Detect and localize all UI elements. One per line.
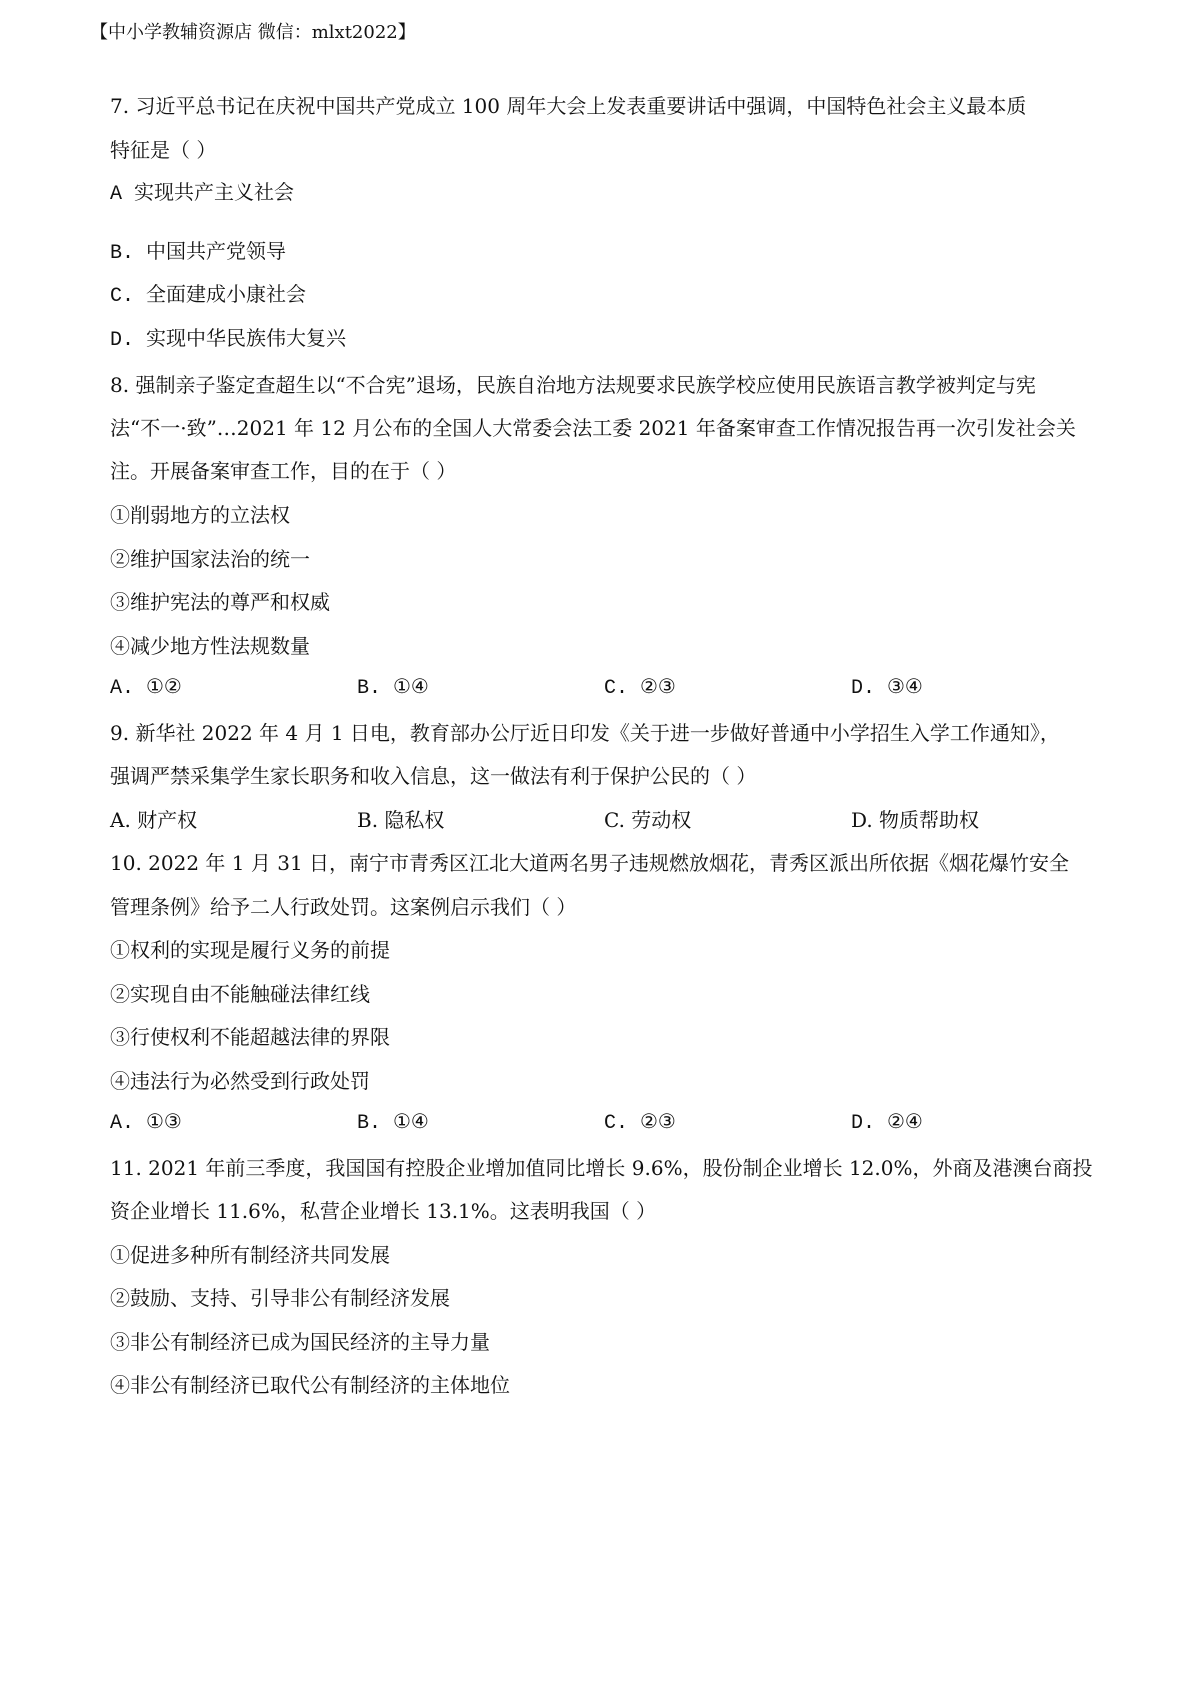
page-header: 【中小学教辅资源店 微信：mlxt2022】 — [90, 22, 416, 43]
q10-item-3: ③行使权利不能超越法律的界限 — [110, 1025, 390, 1049]
q8-choice-d: D. ③④ — [851, 677, 923, 700]
q10-choice-c: C. ②③ — [604, 1112, 676, 1135]
q8-choice-c: C. ②③ — [604, 677, 676, 700]
q11-item-4: ④非公有制经济已取代公有制经济的主体地位 — [110, 1373, 510, 1397]
q8-item-3: ③维护宪法的尊严和权威 — [110, 590, 330, 614]
q7-option-a: A 实现共产主义社会 — [110, 183, 295, 206]
q8-item-4: ④减少地方性法规数量 — [110, 634, 310, 658]
q8-stem-line2: 法“不一·致”…2021 年 12 月公布的全国人大常委会法工委 2021 年备案审查工作情况报告再一次引发社会关 — [110, 416, 1076, 440]
q11-item-2: ②鼓励、支持、引导非公有制经济发展 — [110, 1286, 450, 1310]
q11-stem-line1: 11. 2021 年前三季度，我国国有控股企业增加值同比增长 9.6%，股份制企业增长 12.0%，外商及港澳台商投 — [110, 1156, 1093, 1180]
q10-item-2: ②实现自由不能触碰法律红线 — [110, 982, 370, 1006]
q8-choice-a: A. ①② — [110, 677, 182, 700]
q11-item-3: ③非公有制经济已成为国民经济的主导力量 — [110, 1330, 490, 1354]
q9-choice-c: C. 劳动权 — [604, 808, 692, 832]
q8-choice-b: B. ①④ — [357, 677, 429, 700]
q8-item-1: ①削弱地方的立法权 — [110, 503, 290, 527]
q10-item-4: ④违法行为必然受到行政处罚 — [110, 1069, 370, 1093]
q11-item-1: ①促进多种所有制经济共同发展 — [110, 1243, 390, 1267]
q9-stem-line1: 9. 新华社 2022 年 4 月 1 日电，教育部办公厅近日印发《关于进一步做好普通中小学招生入学工作通知》， — [110, 721, 1060, 745]
q11-stem-line2: 资企业增长 11.6%，私营企业增长 13.1%。这表明我国（ ） — [110, 1199, 657, 1223]
q7-option-d: D. 实现中华民族伟大复兴 — [110, 329, 347, 352]
q8-stem-line3: 注。开展备案审查工作，目的在于（ ） — [110, 459, 457, 483]
q10-choice-b: B. ①④ — [357, 1112, 429, 1135]
q10-choice-d: D. ②④ — [851, 1112, 923, 1135]
q9-choice-a: A. 财产权 — [110, 808, 198, 832]
q9-choice-d: D. 物质帮助权 — [851, 808, 980, 832]
q10-stem-line1: 10. 2022 年 1 月 31 日，南宁市青秀区江北大道两名男子违规燃放烟花，青秀区派出所依据《烟花爆竹安全 — [110, 851, 1070, 875]
q7-stem-line2: 特征是（ ） — [110, 138, 217, 162]
q10-item-1: ①权利的实现是履行义务的前提 — [110, 938, 390, 962]
q10-stem-line2: 管理条例》给予二人行政处罚。这案例启示我们（ ） — [110, 895, 577, 919]
q9-stem-line2: 强调严禁采集学生家长职务和收入信息，这一做法有利于保护公民的（ ） — [110, 764, 757, 788]
q7-option-c: C. 全面建成小康社会 — [110, 285, 307, 308]
q7-option-b: B. 中国共产党领导 — [110, 242, 287, 265]
q7-stem-line1: 7. 习近平总书记在庆祝中国共产党成立 100 周年大会上发表重要讲话中强调，中国特色社会主义最本质 — [110, 94, 1027, 118]
q8-item-2: ②维护国家法治的统一 — [110, 547, 310, 571]
q8-stem-line1: 8. 强制亲子鉴定查超生以“不合宪”退场，民族自治地方法规要求民族学校应使用民族语言教学被判定与宪 — [110, 373, 1036, 397]
q10-choice-a: A. ①③ — [110, 1112, 182, 1135]
q9-choice-b: B. 隐私权 — [357, 808, 445, 832]
